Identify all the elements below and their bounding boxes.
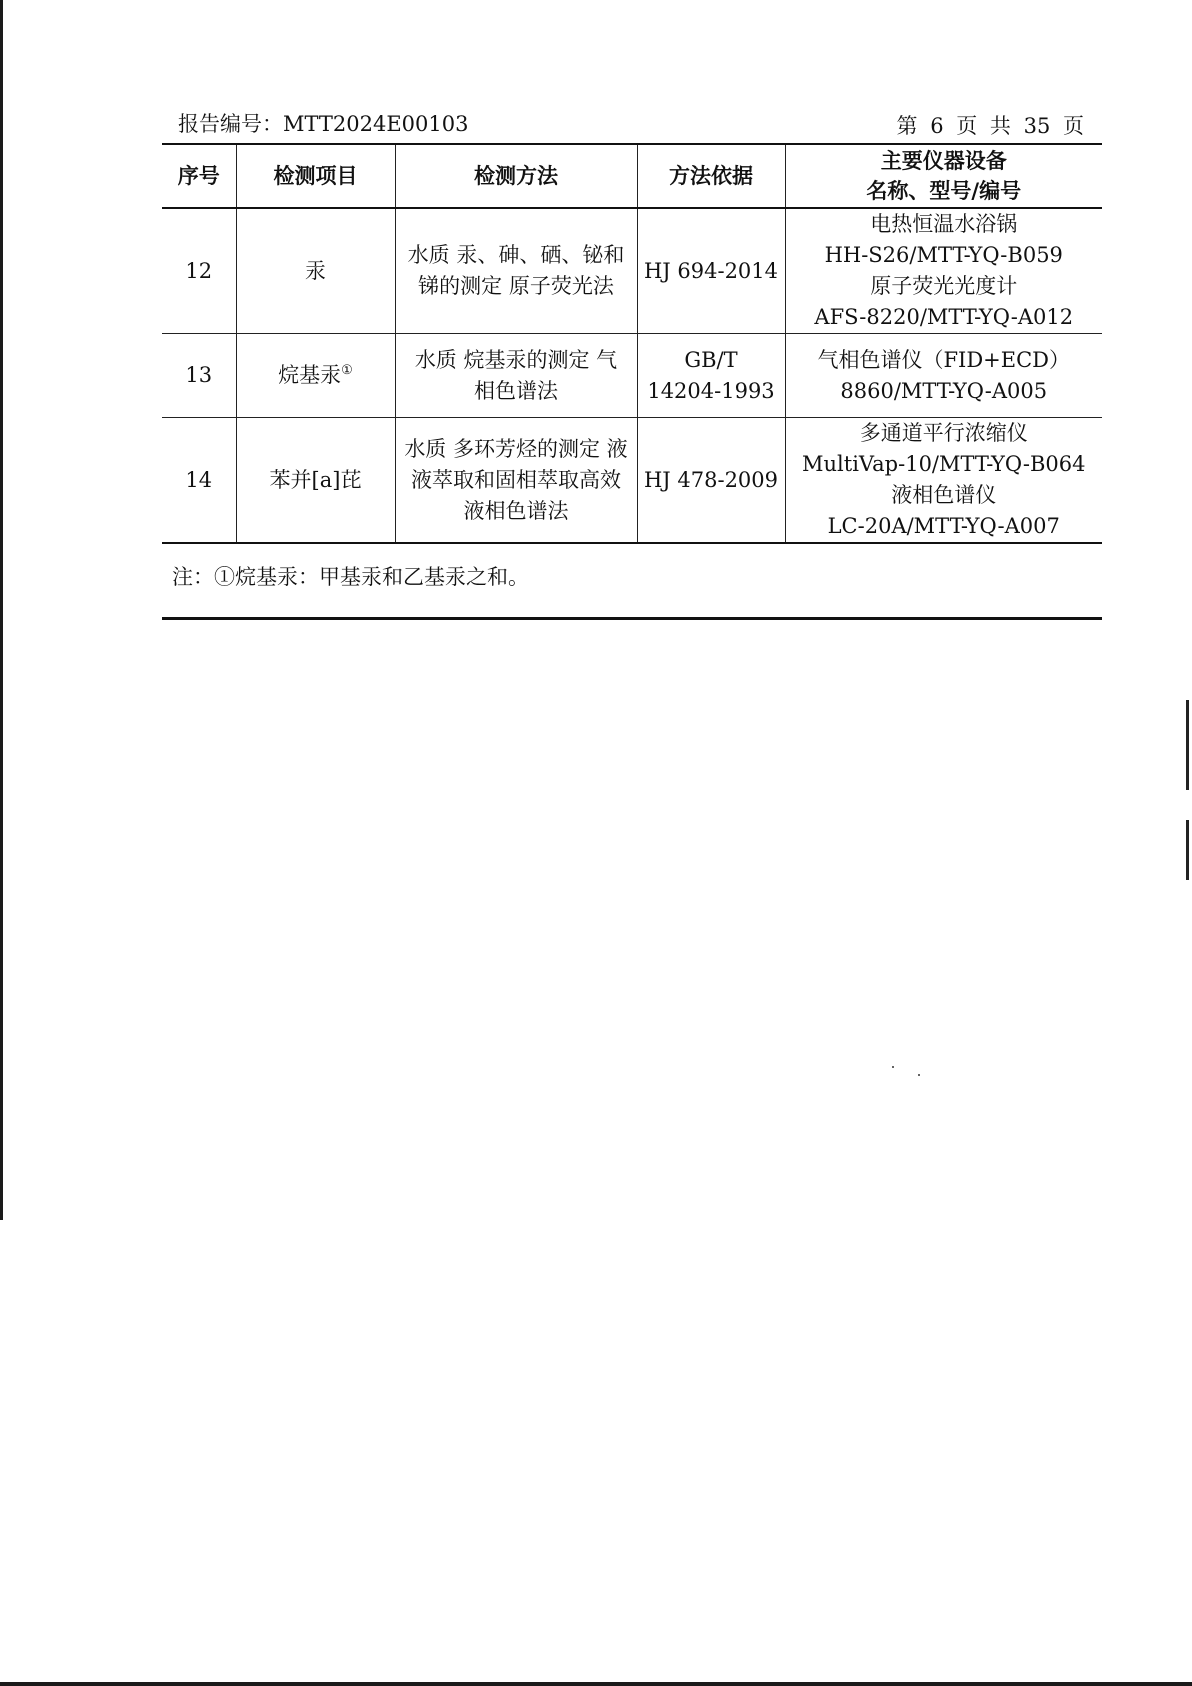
equipment-line: 8860/MTT-YQ-A005 — [840, 378, 1048, 403]
cell-method — [395, 418, 637, 544]
cell-basis — [637, 334, 785, 418]
cell-equipment — [785, 208, 1102, 334]
header-equipment — [785, 144, 1102, 208]
header-item: 检测项目 — [236, 144, 395, 208]
cell-equipment — [785, 418, 1102, 544]
method-text: 水质 多环芳烃的测定 液液萃取和固相萃取高效液相色谱法 — [404, 436, 628, 523]
equipment-line: HH-S26/MTT-YQ-B059 — [824, 243, 1063, 267]
item-text: 烷基汞 — [278, 363, 342, 387]
header-equipment-line2: 名称、型号/编号 — [866, 179, 1022, 203]
basis-line: 14204-1993 — [647, 378, 775, 403]
cell-no: 14 — [162, 418, 236, 544]
table-row — [162, 418, 1102, 544]
equipment-line: 多通道平行浓缩仪 — [859, 421, 1028, 445]
footnote: 注：①烷基汞：甲基汞和乙基汞之和。 — [172, 565, 529, 589]
page-header — [178, 108, 1084, 140]
header-method: 检测方法 — [395, 144, 637, 208]
cell-basis: HJ 694-2014 — [637, 208, 785, 334]
equipment-line: LC-20A/MTT-YQ-A007 — [827, 514, 1060, 538]
cell-item: 汞 — [236, 208, 395, 334]
test-methods-table — [162, 143, 1102, 544]
header-basis: 方法依据 — [637, 144, 785, 208]
equipment-line: MultiVap-10/MTT-YQ-B064 — [802, 452, 1086, 476]
equipment-line: 液相色谱仪 — [891, 483, 997, 507]
cell-method — [395, 208, 637, 334]
cell-basis: HJ 478-2009 — [637, 418, 785, 544]
page-number: 第 6 页 共 35 页 — [896, 114, 1084, 138]
equipment-line: 电热恒温水浴锅 — [870, 212, 1018, 236]
method-text: 水质 汞、砷、硒、铋和锑的测定 原子荧光法 — [407, 243, 625, 298]
header-no: 序号 — [162, 144, 236, 208]
equipment-line: 原子荧光光度计 — [870, 274, 1018, 298]
table-row — [162, 334, 1102, 418]
cell-no: 12 — [162, 208, 236, 334]
scan-left-edge — [0, 0, 3, 1220]
cell-item: 苯并[a]芘 — [236, 418, 395, 544]
equipment-line: AFS-8220/MTT-YQ-A012 — [814, 305, 1074, 329]
table-header-row — [162, 144, 1102, 208]
header-equipment-line1: 主要仪器设备 — [880, 149, 1007, 173]
cell-equipment — [785, 334, 1102, 418]
cell-item — [236, 334, 395, 418]
table-row — [162, 208, 1102, 334]
scan-specks — [890, 1064, 930, 1084]
cell-method — [395, 334, 637, 418]
method-text: 水质 烷基汞的测定 气相色谱法 — [414, 347, 618, 403]
scan-bottom-edge — [0, 1682, 1192, 1686]
cell-no: 13 — [162, 334, 236, 418]
end-rule — [162, 617, 1102, 620]
report-number: 报告编号：MTT2024E00103 — [178, 112, 469, 136]
footnote-mark: ① — [341, 363, 353, 378]
scan-right-marks — [1186, 700, 1190, 880]
basis-line: GB/T — [684, 347, 738, 372]
equipment-line: 气相色谱仪（FID+ECD） — [817, 347, 1071, 372]
